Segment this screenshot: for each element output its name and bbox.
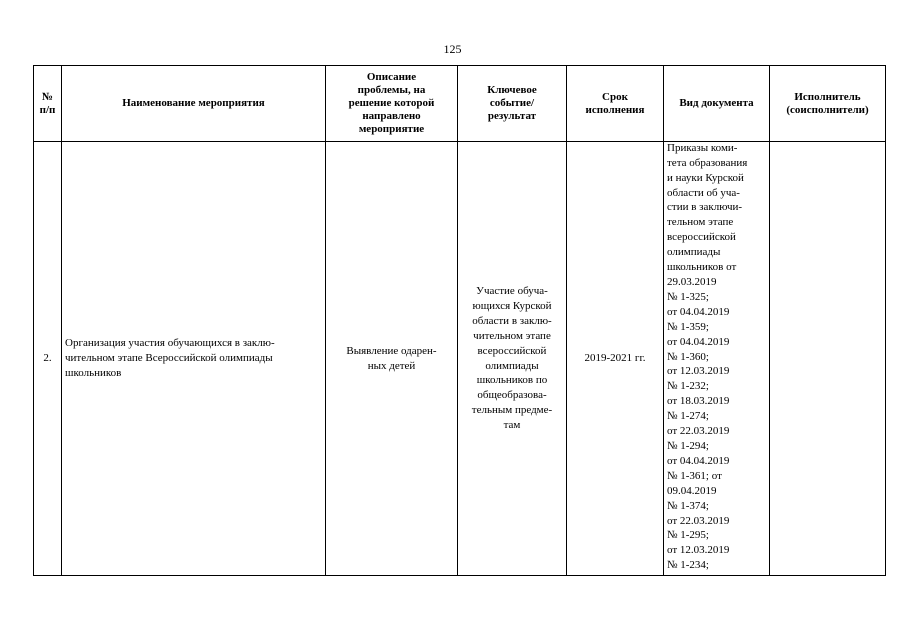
- key-event-line: всероссийской: [477, 344, 547, 357]
- doc-type-line: от 12.03.2019: [667, 365, 730, 378]
- doc-type-line: Приказы коми-: [667, 141, 738, 154]
- row-deadline: 2019-2021 гг.: [567, 142, 664, 576]
- header-problem: [326, 66, 458, 142]
- key-event-line: общеобразова-: [477, 389, 547, 402]
- header-num-line: п/п: [39, 103, 56, 116]
- doc-type-line: № 1-232;: [667, 380, 709, 393]
- row-event-name: [62, 142, 326, 576]
- header-num-line: №: [41, 90, 54, 103]
- header-problem-line: направлено: [362, 110, 421, 122]
- key-event-line: ющихся Курской: [472, 299, 552, 312]
- header-problem-line: решение которой: [348, 97, 435, 109]
- doc-type-line: от 22.03.2019: [667, 514, 730, 527]
- doc-type-line: тета образования: [667, 156, 748, 169]
- header-name: Наименование мероприятия: [62, 66, 326, 142]
- row-executor: [770, 142, 886, 576]
- header-key-event-line: результат: [487, 110, 537, 122]
- table-row: [34, 142, 886, 576]
- doc-type-line: от 12.03.2019: [667, 544, 730, 557]
- doc-type-line: всероссийской: [667, 231, 736, 244]
- doc-type-line: № 1-295;: [667, 529, 709, 542]
- row-problem: [326, 142, 458, 576]
- header-deadline: [567, 66, 664, 142]
- problem-line: ных детей: [367, 359, 416, 372]
- problem-line: Выявление одарен-: [346, 344, 437, 357]
- doc-type-line: № 1-234;: [667, 559, 709, 572]
- doc-type-line: № 1-360;: [667, 350, 709, 363]
- doc-type-lines: [667, 141, 766, 573]
- doc-type-line: № 1-294;: [667, 439, 709, 452]
- key-event-line: там: [503, 419, 521, 432]
- doc-type-line: № 1-325;: [667, 290, 709, 303]
- row-doc-type: [664, 142, 770, 576]
- header-key-event: [458, 66, 567, 142]
- header-executor-line: (соисполнители): [786, 103, 869, 116]
- row-key-event: [458, 142, 567, 576]
- event-name-line: школьников: [65, 366, 122, 379]
- header-deadline-line: Срок: [602, 90, 628, 103]
- doc-type-line: школьников от: [667, 261, 737, 274]
- doc-type-line: № 1-374;: [667, 499, 709, 512]
- key-event-line: области в заклю-: [472, 314, 552, 327]
- event-name-line: Организация участия обучающихся в заклю-: [65, 337, 275, 350]
- doc-type-line: № 1-274;: [667, 410, 709, 423]
- doc-type-line: от 04.04.2019: [667, 305, 730, 318]
- header-problem-line: проблемы, на: [357, 84, 426, 96]
- header-row: [34, 66, 886, 142]
- page-number: 125: [443, 42, 462, 56]
- key-event-line: чительном этапе: [473, 329, 551, 342]
- header-problem-line: Описание: [366, 71, 417, 83]
- header-doc-type: Вид документа: [664, 66, 770, 142]
- doc-type-line: от 18.03.2019: [667, 395, 730, 408]
- key-event-line: олимпиады: [485, 359, 539, 372]
- doc-type-line: и науки Курской: [667, 171, 744, 184]
- doc-type-line: от 04.04.2019: [667, 454, 730, 467]
- event-name-line: чительном этапе Всероссийской олимпиады: [65, 352, 273, 365]
- header-key-event-line: событие/: [489, 97, 535, 109]
- doc-type-line: № 1-361; от: [667, 469, 722, 482]
- doc-type-line: от 04.04.2019: [667, 335, 730, 348]
- header-num: [34, 66, 62, 142]
- doc-type-line: тельном этапе: [667, 216, 734, 229]
- header-problem-line: мероприятие: [358, 123, 425, 135]
- header-executor: [770, 66, 886, 142]
- doc-type-line: 29.03.2019: [667, 276, 717, 289]
- doc-type-line: области об уча-: [667, 186, 740, 199]
- doc-type-line: от 22.03.2019: [667, 425, 730, 438]
- doc-type-line: 09.04.2019: [667, 484, 717, 497]
- doc-type-line: олимпиады: [667, 246, 721, 259]
- events-table: [33, 65, 886, 576]
- row-num: 2.: [34, 142, 62, 576]
- key-event-line: Участие обуча-: [476, 284, 548, 297]
- header-executor-line: Исполнитель: [794, 90, 861, 103]
- key-event-line: школьников по: [476, 374, 548, 387]
- header-deadline-line: исполнения: [585, 103, 645, 116]
- header-key-event-line: Ключевое: [487, 84, 537, 96]
- doc-type-line: № 1-359;: [667, 320, 709, 333]
- doc-type-line: стии в заключи-: [667, 201, 743, 214]
- key-event-line: тельным предме-: [471, 404, 553, 417]
